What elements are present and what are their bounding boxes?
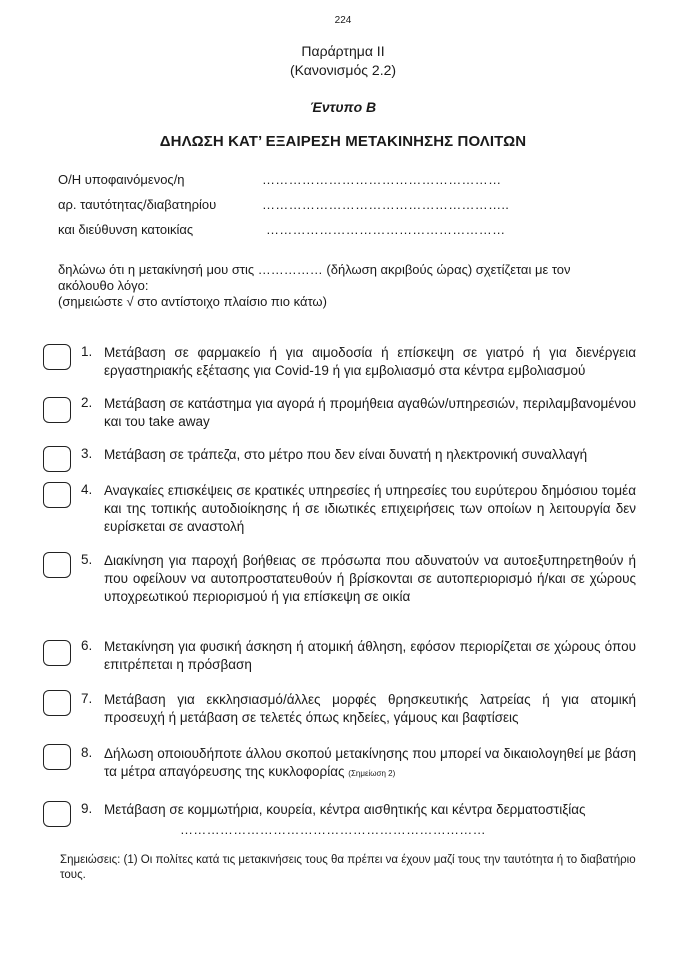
field-label-address: και διεύθυνση κατοικίας — [58, 222, 194, 237]
reason-checkbox-7[interactable] — [43, 690, 71, 716]
reason-checkbox-2[interactable] — [43, 397, 71, 423]
reason-text-5: Διακίνηση για παροχή βοήθειας σε πρόσωπα που αδυνατούν να αυτοεξυπηρετηθούν ή που οφείλουν να αυτοπροστατευθούν ή βρίσκονται σε αυτοπεριορισμό ή/και σε χώρους υποχρεωτικού περιορισμού ή για επίσκεψη σε οικία — [104, 553, 636, 604]
reason-number-2: 2. — [81, 395, 93, 410]
reason-9-blank[interactable]: …………………………………………………………… — [180, 822, 486, 837]
page-number: 224 — [334, 15, 352, 26]
reason-number-3: 3. — [81, 446, 93, 461]
reason-text-8 — [104, 745, 636, 783]
reason-text-3: Μετάβαση σε τράπεζα, στο μέτρο που δεν είναι δυνατή η ηλεκτρονική συναλλαγή — [104, 447, 588, 462]
declaration-line-1: δηλώνω ότι η μετακίνησή μου στις …………… (δήλωση ακριβούς ώρας) σχετίζεται με τον — [58, 262, 571, 277]
reason-number-1: 1. — [81, 344, 93, 359]
reason-text-9: Μετάβαση σε κομμωτήρια, κουρεία, κέντρα αισθητικής και κέντρα δερματοστιξίας — [104, 802, 586, 817]
field-label-name: Ο/Η υποφαινόμενος/η — [58, 172, 185, 187]
reason-checkbox-3[interactable] — [43, 446, 71, 472]
reason-text-7: Μετάβαση για εκκλησιασμό/άλλες μορφές θρησκευτικής λατρείας ή για ατομική προσευχή ή μετάβαση σε τελετές όπως κηδείες, γάμους και βαφτίσεις — [104, 692, 636, 725]
document-title: ΔΗΛΩΣΗ ΚΑΤ’ ΕΞΑΙΡΕΣΗ ΜΕΤΑΚΙΝΗΣΗΣ ΠΟΛΙΤΩΝ — [159, 133, 527, 150]
declaration-instruction: (σημειώστε √ στο αντίστοιχο πλαίσιο πιο κάτω) — [58, 294, 327, 309]
reason-note-ref-8: (Σημείωση 2) — [348, 769, 396, 778]
reason-checkbox-9[interactable] — [43, 801, 71, 827]
reason-checkbox-4[interactable] — [43, 482, 71, 508]
form-label: Έντυπο Β — [309, 99, 377, 115]
reason-number-4: 4. — [81, 482, 93, 497]
reason-checkbox-8[interactable] — [43, 744, 71, 770]
declaration-text — [58, 262, 648, 310]
declaration-line-2: ακόλουθο λόγο: — [58, 278, 149, 293]
reason-checkbox-1[interactable] — [43, 344, 71, 370]
reason-text-2: Μετάβαση σε κατάστημα για αγορά ή προμήθεια αγαθών/υπηρεσιών, περιλαμβανομένου και του take away — [104, 396, 636, 429]
reason-text-1: Μετάβαση σε φαρμακείο ή για αιμοδοσία ή επίσκεψη σε γιατρό ή για διενέργεια εργαστηριακής εξέτασης για Covid-19 ή για εμβολιασμό στα κέντρα εμβολιασμού — [104, 345, 636, 378]
reason-text-8-body: Δήλωση οποιουδήποτε άλλου σκοπού μετακίνησης που μπορεί να δικαιολογηθεί με βάση τα μέτρα απαγόρευσης της κυκλοφορίας — [104, 746, 636, 779]
annex-heading: Παράρτημα ΙΙ — [301, 43, 385, 59]
reason-number-9: 9. — [81, 801, 93, 816]
field-id-blank[interactable]: ……………………………………………….. — [262, 197, 510, 212]
reason-number-8: 8. — [81, 745, 93, 760]
reason-number-5: 5. — [81, 552, 93, 567]
field-label-id: αρ. ταυτότητας/διαβατηρίου — [58, 197, 217, 212]
footnotes: Σημειώσεις: (1) Οι πολίτες κατά τις μετακινήσεις τους θα πρέπει να έχουν μαζί τους την ταυτότητα ή το διαβατήριο τους. — [60, 854, 636, 881]
reason-checkbox-6[interactable] — [43, 640, 71, 666]
reason-number-7: 7. — [81, 691, 93, 706]
reason-text-4: Αναγκαίες επισκέψεις σε κρατικές υπηρεσίες ή υπηρεσίες του ευρύτερου δημόσιου τομέα και της τοπικής αυτοδιοίκησης ή σε ιδιωτικές επιχειρήσεις των οποίων η λειτουργία δεν ευρίσκεται σε αναστολή — [104, 483, 636, 534]
reason-checkbox-5[interactable] — [43, 552, 71, 578]
reason-text-6: Μετακίνηση για φυσική άσκηση ή ατομική άθληση, εφόσον περιορίζεται σε χώρους όπου επιτρέπεται η πρόσβαση — [104, 639, 636, 672]
regulation-reference: (Κανονισμός 2.2) — [289, 62, 397, 78]
field-name-blank[interactable]: ……………………………………………… — [262, 172, 502, 187]
field-address-blank[interactable]: ……………………………………………… — [266, 222, 506, 237]
reason-number-6: 6. — [81, 638, 93, 653]
